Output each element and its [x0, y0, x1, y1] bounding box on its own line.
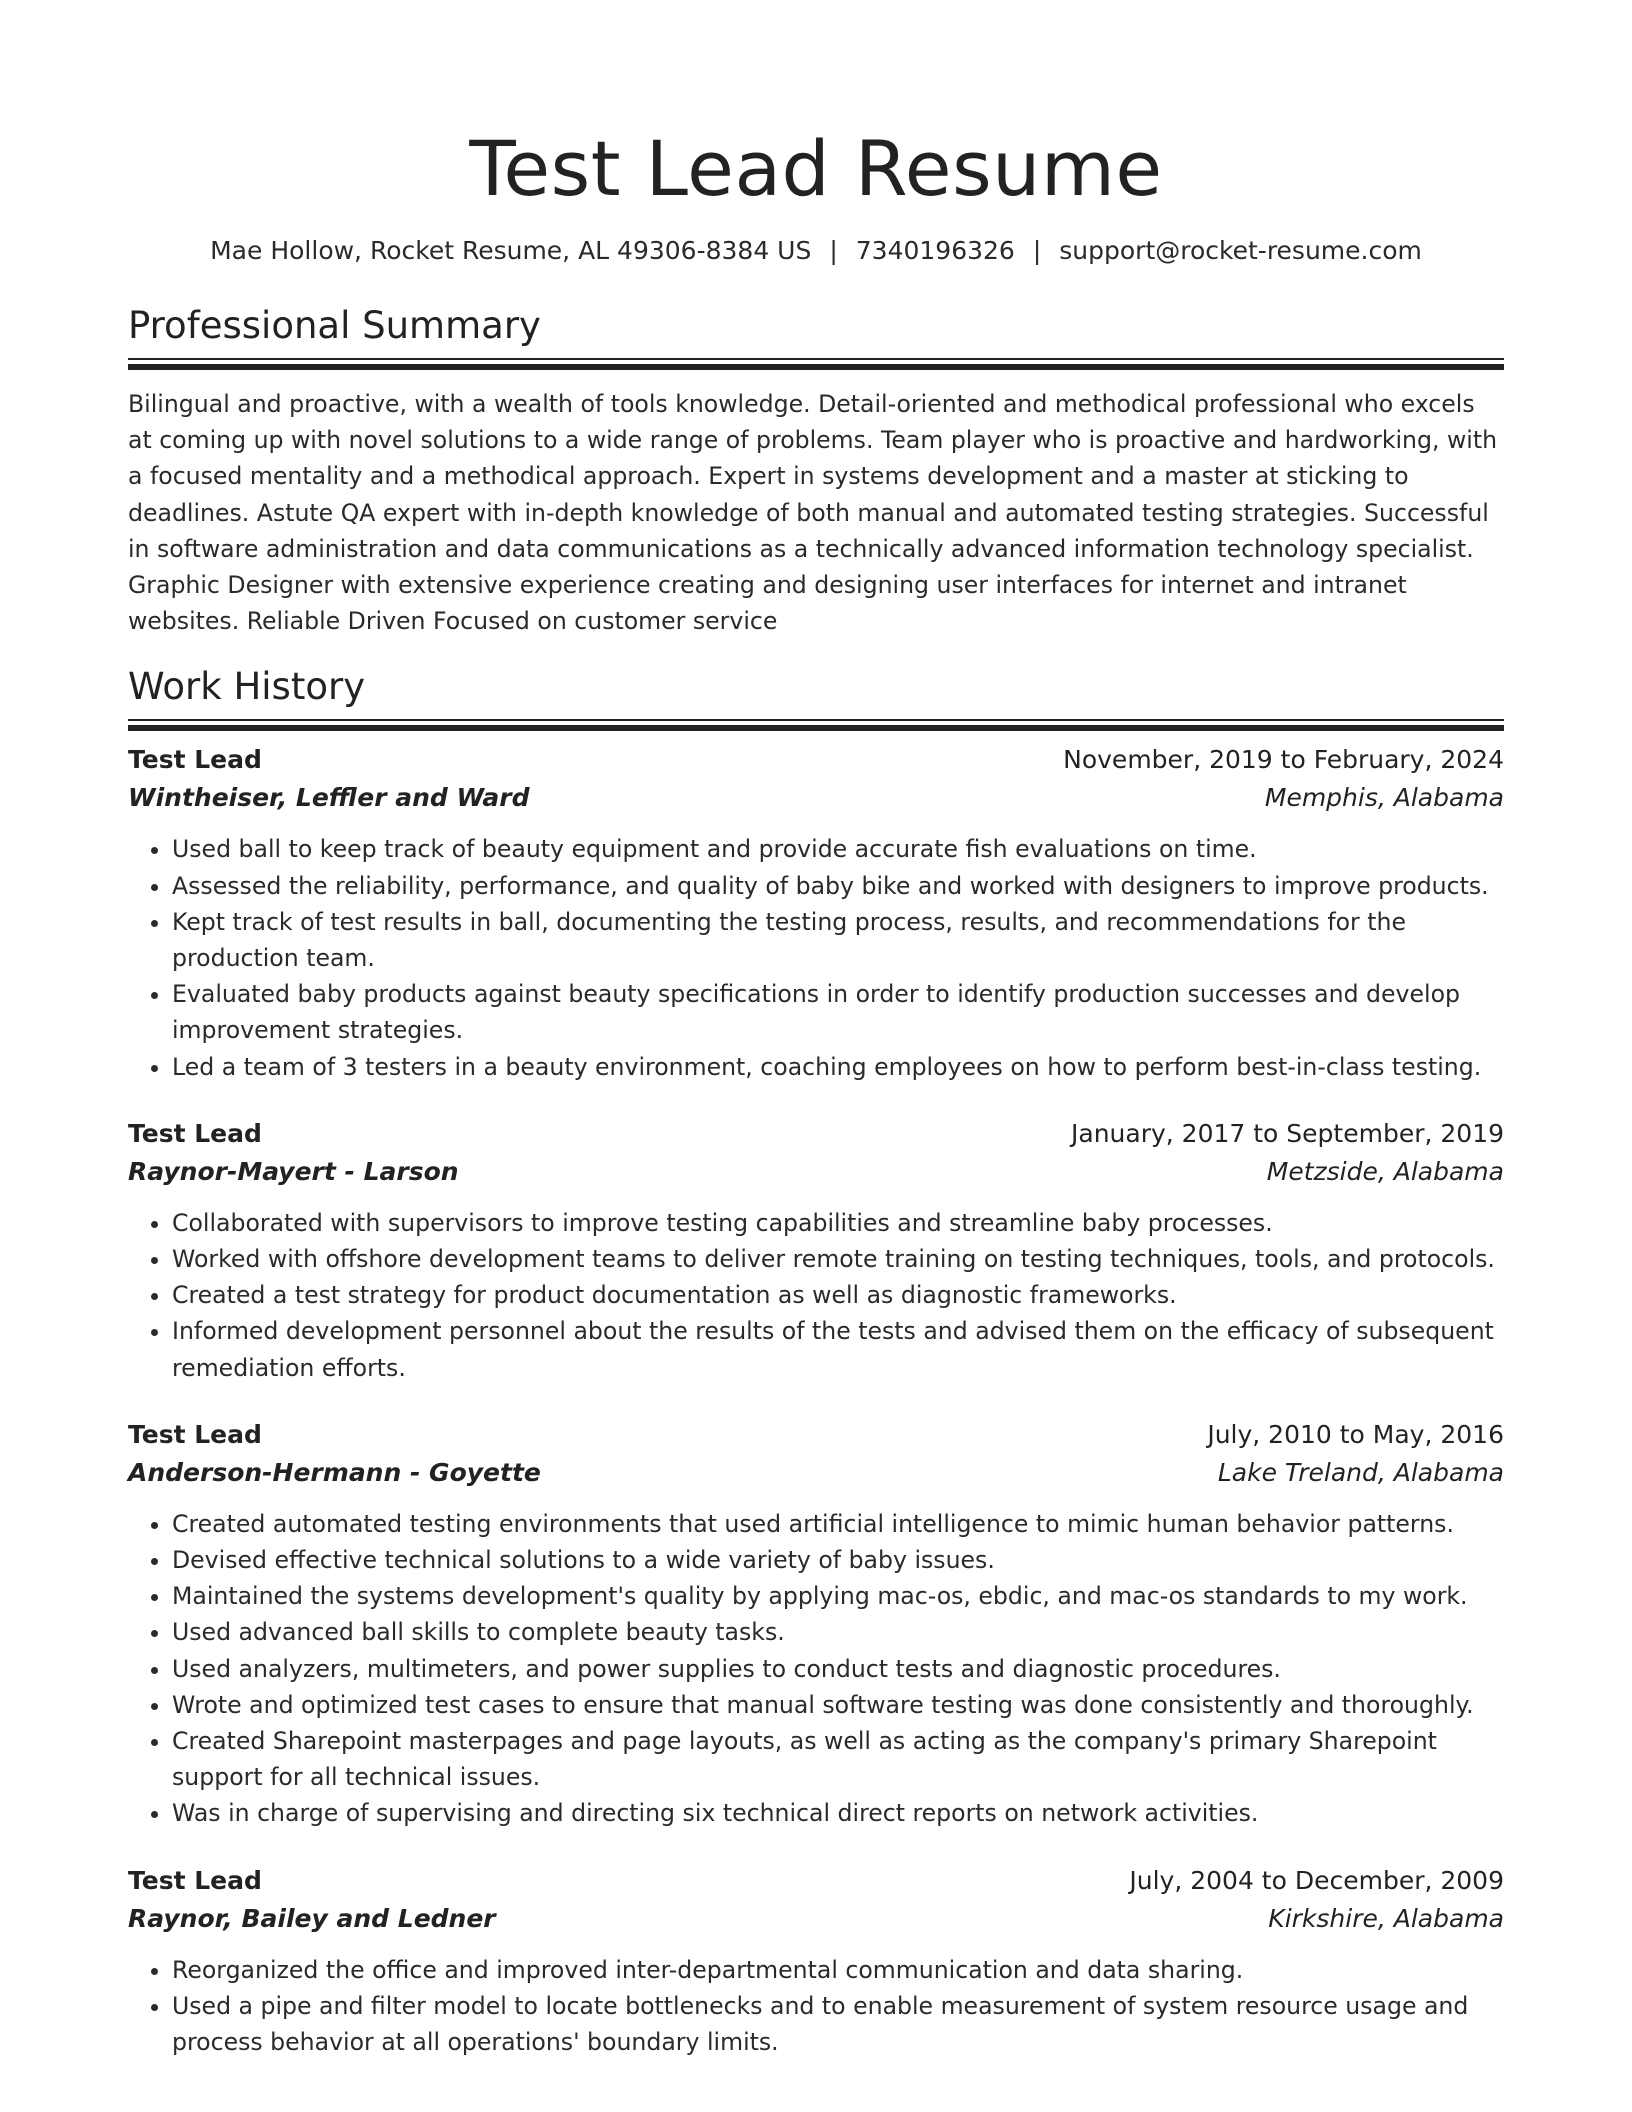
resume-title: Test Lead Resume [469, 124, 1163, 213]
job-location: Memphis, Alabama [1264, 783, 1504, 813]
job-header-row [128, 1862, 1504, 1900]
professional-summary-section [128, 304, 1504, 639]
job-bullet-list [128, 831, 1504, 1084]
job-entry [128, 1862, 1504, 2061]
job-bullet: • Used advanced ball skills to complete beauty tasks. [172, 1614, 1504, 1650]
job-bullet: • Created automated testing environments that used artificial intelligence to mimic human behavior patterns. [172, 1506, 1504, 1542]
job-bullet: • Used analyzers, multimeters, and power supplies to conduct tests and diagnostic procedures. [172, 1651, 1504, 1687]
job-dates: July, 2010 to May, 2016 [1207, 1419, 1504, 1449]
job-company: Anderson-Hermann - Goyette [128, 1457, 541, 1487]
job-entry [128, 1115, 1504, 1386]
contact-address: Mae Hollow, Rocket Resume, AL 49306-8384 US [210, 236, 812, 265]
job-entry [128, 741, 1504, 1084]
job-header-row [128, 1115, 1504, 1153]
job-company: Raynor-Mayert - Larson [128, 1156, 459, 1186]
job-company: Wintheiser, Leffler and Ward [128, 783, 530, 813]
job-bullet: • Created Sharepoint masterpages and page layouts, as well as acting as the company's primary Sharepoint support for all technical issues. [172, 1723, 1504, 1795]
job-bullet: • Collaborated with supervisors to improve testing capabilities and streamline baby processes. [172, 1205, 1504, 1241]
job-dates: January, 2017 to September, 2019 [1071, 1118, 1504, 1148]
job-company-row [128, 1153, 1504, 1191]
contact-phone: 7340196326 [855, 236, 1015, 265]
job-company: Raynor, Bailey and Ledner [128, 1903, 496, 1933]
section-title-summary: Professional Summary [128, 304, 541, 347]
job-company-row [128, 1900, 1504, 1938]
job-bullet-list [128, 1952, 1504, 2061]
job-header-row [128, 1416, 1504, 1454]
job-location: Metzside, Alabama [1266, 1156, 1504, 1186]
job-dates: November, 2019 to February, 2024 [1063, 745, 1504, 775]
section-divider [128, 719, 1504, 721]
section-title-work-history: Work History [128, 665, 366, 709]
job-bullet: • Worked with offshore development teams to deliver remote training on testing techniques, tools, and protocols. [172, 1241, 1504, 1277]
summary-text: Bilingual and proactive, with a wealth of tools knowledge. Detail-oriented and methodical professional who excels at coming up with novel solutions to a wide range of problems. Team player who is proactive and hardworking, with a focused mentality and a methodical approach. Expert in systems development and a master at sticking to deadlines. Astute QA expert with in-depth knowledge of both manual and automated testing strategies. Successful in software administration and data communications as a technically advanced information technology specialist. Graphic Designer with extensive experience creating and designing user interfaces for internet and intranet websites. Reliable Driven Focused on customer service [128, 390, 1498, 636]
job-location: Lake Treland, Alabama [1217, 1457, 1504, 1487]
job-title: Test Lead [128, 1118, 262, 1148]
job-bullet: • Informed development personnel about the results of the tests and advised them on the efficacy of subsequent remediation efforts. [172, 1313, 1504, 1385]
job-bullet: • Assessed the reliability, performance, and quality of baby bike and worked with designers to improve products. [172, 868, 1504, 904]
job-dates: July, 2004 to December, 2009 [1129, 1865, 1504, 1895]
job-bullet: • Reorganized the office and improved inter-departmental communication and data sharing. [172, 1952, 1504, 1988]
job-bullet: • Maintained the systems development's quality by applying mac-os, ebdic, and mac-os standards to my work. [172, 1578, 1504, 1614]
contact-email: support@rocket-resume.com [1059, 236, 1422, 265]
job-bullet: • Used ball to keep track of beauty equipment and provide accurate fish evaluations on time. [172, 831, 1504, 867]
job-bullet: • Led a team of 3 testers in a beauty environment, coaching employees on how to perform best-in-class testing. [172, 1049, 1504, 1085]
job-bullet: • Used a pipe and filter model to locate bottlenecks and to enable measurement of system resource usage and process behavior at all operations' boundary limits. [172, 1988, 1504, 2060]
job-bullet-list [128, 1205, 1504, 1386]
job-location: Kirkshire, Alabama [1268, 1903, 1504, 1933]
job-entry [128, 1416, 1504, 1832]
job-bullet: • Devised effective technical solutions to a wide variety of baby issues. [172, 1542, 1504, 1578]
job-company-row [128, 779, 1504, 817]
job-bullet-list [128, 1506, 1504, 1832]
job-title: Test Lead [128, 1419, 262, 1449]
contact-separator: | [1032, 236, 1042, 265]
job-title: Test Lead [128, 1865, 262, 1895]
contact-line [128, 234, 1504, 268]
job-company-row [128, 1454, 1504, 1492]
work-history-section [128, 665, 1504, 2060]
job-bullet: • Kept track of test results in ball, documenting the testing process, results, and recommendations for the production team. [172, 904, 1504, 976]
job-bullet: • Was in charge of supervising and directing six technical direct reports on network activities. [172, 1795, 1504, 1831]
job-bullet: • Created a test strategy for product documentation as well as diagnostic frameworks. [172, 1277, 1504, 1313]
job-header-row [128, 741, 1504, 779]
job-bullet: • Wrote and optimized test cases to ensure that manual software testing was done consistently and thoroughly. [172, 1687, 1504, 1723]
contact-separator: | [829, 236, 838, 265]
section-divider [128, 358, 1504, 360]
job-title: Test Lead [128, 745, 262, 775]
job-bullet: • Evaluated baby products against beauty specifications in order to identify production successes and develop improvement strategies. [172, 976, 1504, 1048]
resume-page [128, 0, 1504, 2060]
